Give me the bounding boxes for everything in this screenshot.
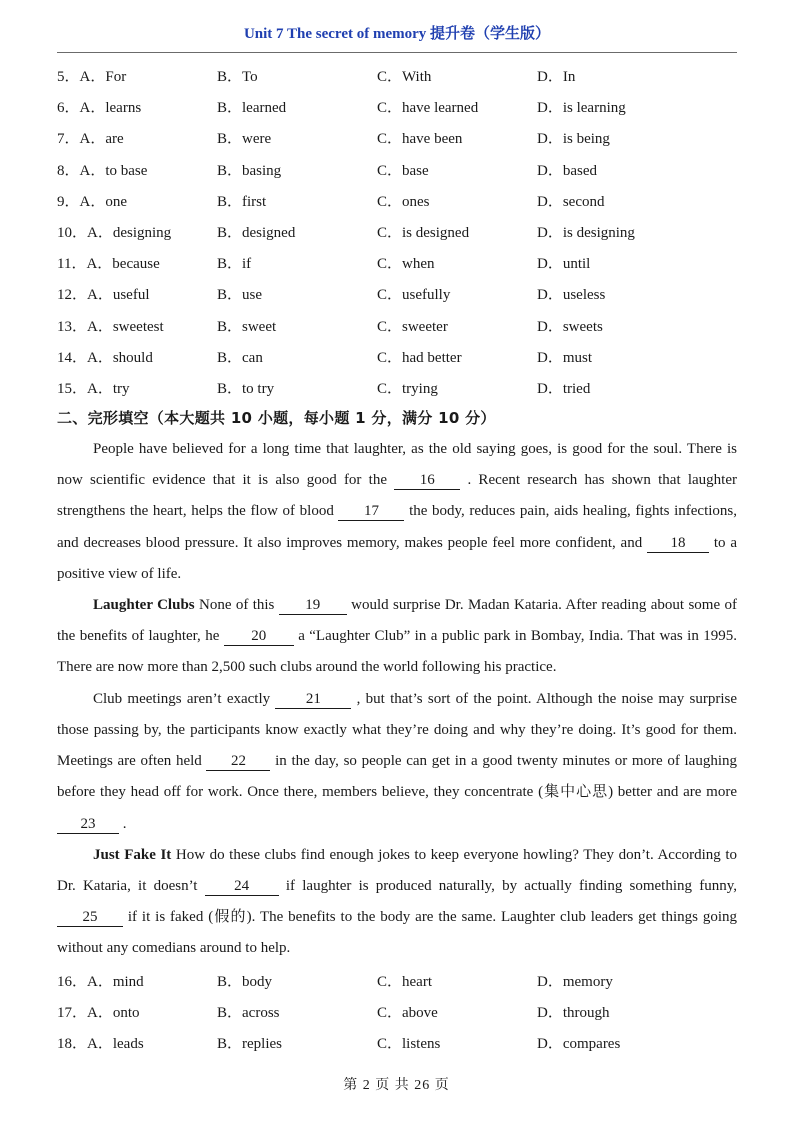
option-c: C．usefully: [377, 287, 451, 304]
option-a: A．to base: [79, 162, 148, 179]
question-row: [57, 965, 737, 996]
option-a: A．because: [86, 256, 160, 273]
passage-text: . Recent research has shown that laughter strengthens the heart, helps the flow of blood: [57, 472, 737, 520]
passage-text: to a positive view of life.: [57, 534, 738, 582]
question-number: 18．: [57, 1035, 88, 1052]
passage-text: would surprise Dr. Madan Kataria. After reading about some of the benefits of laughter, he: [57, 597, 737, 645]
option-b: B．To: [217, 69, 258, 86]
page-number-footer: 第 2 页 共 26 页: [343, 1078, 450, 1093]
blank-24: 24: [205, 877, 279, 896]
question-number-and-option-a: [57, 1032, 217, 1053]
question-number: 15．: [57, 380, 88, 397]
subheading-just-fake-it: Just Fake It: [93, 846, 172, 863]
option-b: B．replies: [217, 1035, 282, 1052]
option-d: D．second: [537, 193, 605, 210]
passage-paragraph-2: [57, 590, 737, 684]
blank-19: 19: [279, 596, 347, 615]
question-row: [57, 341, 737, 372]
option-c: C．had better: [377, 349, 462, 366]
option-b: B．body: [217, 973, 273, 990]
option-a: A．one: [79, 193, 128, 210]
question-row: [57, 1027, 737, 1058]
question-number-and-option-a: [57, 252, 217, 273]
question-number: 5．: [57, 69, 80, 86]
question-number-and-option-a: [57, 190, 217, 211]
question-row: [57, 310, 737, 341]
passage-text: People have believed for a long time that laughter, as the old saying goes, is good for the soul. There is now scientific evidence that it is also good for the: [57, 441, 737, 489]
question-number: 17．: [57, 1004, 88, 1021]
question-number-and-option-a: [57, 346, 217, 367]
option-b: B．were: [217, 131, 272, 148]
question-row: [57, 185, 737, 216]
question-number-and-option-a: [57, 127, 217, 148]
blank-25: 25: [57, 908, 123, 927]
option-a: A．sweetest: [87, 318, 164, 335]
option-d: D．is designing: [537, 225, 635, 242]
question-row: [57, 247, 737, 278]
option-c: C．above: [377, 1004, 438, 1021]
option-b: B．designed: [217, 225, 296, 242]
passage-text: Club meetings aren’t exactly: [93, 690, 276, 707]
option-a: A．try: [87, 380, 130, 397]
passage-text: None of this: [194, 597, 279, 614]
page-content: [57, 60, 737, 1058]
option-d: D．is learning: [537, 100, 626, 117]
option-d: D．based: [537, 162, 597, 179]
passage-text: , but that’s sort of the point. Although the noise may surprise those passing by, the participants know exactly what they’re doing and why they’re doing. It’s good for them. Meetings are often held: [57, 690, 737, 770]
passage-text: How do these clubs find enough jokes to keep everyone howling? They don’t. According to Dr. Kataria, it doesn’t: [57, 846, 737, 894]
option-b: B．to try: [217, 380, 275, 397]
option-c: C．sweeter: [377, 318, 448, 335]
blank-20: 20: [224, 627, 294, 646]
option-a: A．onto: [87, 1004, 140, 1021]
question-number: 6．: [57, 100, 80, 117]
option-a: A．should: [87, 349, 153, 366]
option-d: D．compares: [537, 1035, 621, 1052]
option-c: C．listens: [377, 1035, 441, 1052]
option-a: A．mind: [87, 973, 144, 990]
question-row: [57, 372, 737, 403]
question-number: 10．: [57, 225, 88, 242]
option-c: C．With: [377, 69, 432, 86]
blank-17: 17: [338, 502, 404, 521]
question-row: [57, 154, 737, 185]
question-row: [57, 996, 737, 1027]
option-c: C．trying: [377, 380, 438, 397]
option-d: D．through: [537, 1004, 610, 1021]
question-number-and-option-a: [57, 65, 217, 86]
passage-paragraph-1: [57, 434, 737, 590]
option-d: D．useless: [537, 287, 606, 304]
option-c: C．is designed: [377, 225, 470, 242]
question-number-and-option-a: [57, 1001, 217, 1022]
question-number: 9．: [57, 193, 80, 210]
option-d: D．until: [537, 256, 591, 273]
question-number: 14．: [57, 349, 88, 366]
option-c: C．heart: [377, 973, 432, 990]
option-a: A．useful: [87, 287, 150, 304]
header-divider: [57, 52, 737, 53]
blank-22: 22: [206, 752, 270, 771]
subheading-laughter-clubs: Laughter Clubs: [93, 597, 195, 614]
option-a: A．leads: [87, 1035, 144, 1052]
question-number: 7．: [57, 131, 80, 148]
blank-23: 23: [57, 815, 119, 834]
passage-text: the body, reduces pain, aids healing, fights infections, and decreases blood pressure. It also improves memory, makes people feel more confident, and: [57, 503, 737, 551]
multiple-choice-list-top: [57, 60, 737, 403]
passage-text: .: [122, 815, 127, 832]
option-b: B．learned: [217, 100, 287, 117]
option-b: B．use: [217, 287, 263, 304]
passage-paragraph-4: [57, 840, 737, 965]
question-number-and-option-a: [57, 970, 217, 991]
question-number-and-option-a: [57, 96, 217, 117]
passage-text: in the day, so people can get in a good twenty minutes or more of laughing before they head off for work. Once there, members believe, they concentrate (集中心思) better and are more: [57, 753, 738, 801]
page-header-title: Unit 7 The secret of memory 提升卷（学生版）: [243, 26, 551, 42]
passage-paragraph-3: [57, 684, 737, 840]
question-number: 16．: [57, 973, 88, 990]
question-number: 11．: [57, 256, 87, 273]
question-number: 8．: [57, 162, 80, 179]
question-number: 12．: [57, 287, 88, 304]
option-c: C．have been: [377, 131, 463, 148]
passage-text: if laughter is produced naturally, by actually finding something funny,: [285, 877, 737, 894]
option-d: D．In: [537, 69, 576, 86]
option-d: D．is being: [537, 131, 610, 148]
question-row: [57, 216, 737, 247]
option-d: D．must: [537, 349, 593, 366]
option-c: C．ones: [377, 193, 430, 210]
question-row: [57, 91, 737, 122]
question-number-and-option-a: [57, 283, 217, 304]
option-b: B．basing: [217, 162, 282, 179]
option-b: B．can: [217, 349, 263, 366]
option-a: A．For: [79, 69, 127, 86]
option-d: D．memory: [537, 973, 613, 990]
option-c: C．have learned: [377, 100, 479, 117]
option-d: D．tried: [537, 380, 591, 397]
multiple-choice-list-bottom: [57, 965, 737, 1059]
question-row: [57, 122, 737, 153]
question-number-and-option-a: [57, 221, 217, 242]
option-c: C．when: [377, 256, 435, 273]
passage-text: if it is faked (假的). The benefits to the body are the same. Laughter club leaders get things going without any comedians around to help.: [57, 909, 738, 957]
option-b: B．if: [217, 256, 252, 273]
blank-21: 21: [275, 690, 351, 709]
passage-text: a “Laughter Club” in a public park in Bombay, India. That was in 1995. There are now more than 2,500 such clubs around the world following his practice.: [57, 628, 737, 676]
blank-18: 18: [647, 534, 709, 553]
question-number-and-option-a: [57, 315, 217, 336]
question-number-and-option-a: [57, 159, 217, 180]
option-a: A．are: [79, 131, 124, 148]
option-b: B．sweet: [217, 318, 277, 335]
option-c: C．base: [377, 162, 429, 179]
option-d: D．sweets: [537, 318, 603, 335]
section-title-cloze: 二、完形填空（本大题共 10 小题，每小题 1 分，满分 10 分）: [57, 409, 496, 428]
option-b: B．across: [217, 1004, 280, 1021]
option-a: A．learns: [79, 100, 142, 117]
question-number: 13．: [57, 318, 88, 335]
blank-16: 16: [394, 471, 460, 490]
option-a: A．designing: [87, 225, 172, 242]
option-b: B．first: [217, 193, 267, 210]
question-number-and-option-a: [57, 377, 217, 398]
question-row: [57, 278, 737, 309]
question-row: [57, 60, 737, 91]
